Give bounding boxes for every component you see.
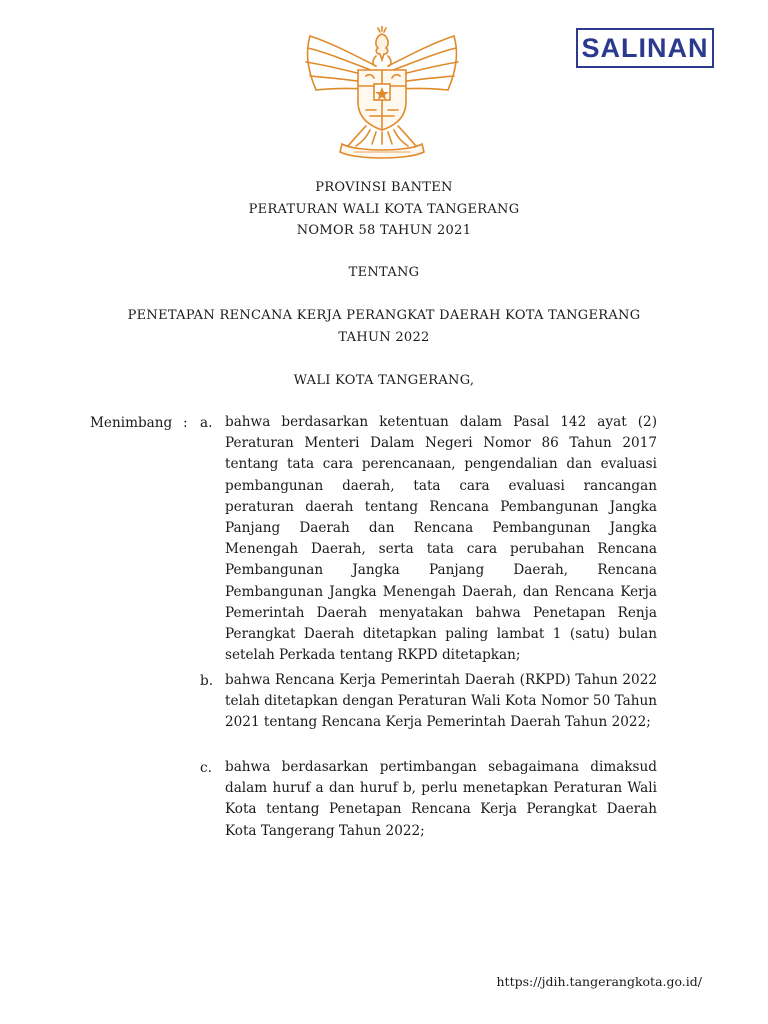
province-heading: PROVINSI BANTEN bbox=[315, 180, 453, 195]
considering-label: Menimbang bbox=[90, 415, 173, 431]
regulation-title-line1: PENETAPAN RENCANA KERJA PERANGKAT DAERAH KOTA TANGERANG bbox=[127, 308, 641, 323]
item-letter-a: a. bbox=[200, 415, 213, 431]
item-letter-b: b. bbox=[200, 673, 214, 689]
regulation-title-line2: TAHUN 2022 bbox=[338, 330, 430, 345]
salinan-stamp: SALINAN bbox=[576, 28, 714, 68]
official-title: WALI KOTA TANGERANG, bbox=[293, 373, 475, 388]
footer-source-link[interactable]: https://jdih.tangerangkota.go.id/ bbox=[496, 974, 702, 989]
considering-item-c: bahwa berdasarkan pertimbangan sebagaimana dimaksud dalam huruf a dan huruf b, perlu menetapkan Peraturan Wali Kota tentang Penetapan Rencana Kerja Perangkat Daerah Kota Tangerang Tahun 2022; bbox=[225, 759, 657, 839]
regulation-heading: PERATURAN WALI KOTA TANGERANG bbox=[248, 202, 520, 217]
garuda-emblem-icon bbox=[296, 26, 468, 160]
regulation-number: NOMOR 58 TAHUN 2021 bbox=[296, 223, 472, 238]
item-letter-c: c. bbox=[200, 760, 212, 776]
considering-item-a: bahwa berdasarkan ketentuan dalam Pasal 142 ayat (2) Peraturan Menteri Dalam Negeri Nomor 86 Tahun 2017 tentang tata cara perencanaan, pengendalian dan evaluasi pembangunan daerah, tata cara evaluasi rancangan peraturan daerah tentang Rencana Pembangunan Jangka Panjang Daerah dan Rencana Pembangunan Jangka Menengah Daerah, serta tata cara perubahan Rencana Pembangunan Jangka Panjang Daerah, Rencana Pembangunan Jangka Menengah Daerah, dan Rencana Kerja Pemerintah Daerah menyatakan bahwa Penetapan Renja Perangkat Daerah ditetapkan paling lambat 1 (satu) bulan setelah Perkada tentang RKPD ditetapkan; bbox=[225, 414, 657, 664]
about-heading: TENTANG bbox=[348, 265, 420, 280]
considering-colon: : bbox=[183, 415, 188, 431]
considering-item-b: bahwa Rencana Kerja Pemerintah Daerah (RKPD) Tahun 2022 telah ditetapkan dengan Peraturan Wali Kota Nomor 50 Tahun 2021 tentang Rencana Kerja Pemerintah Daerah Tahun 2022; bbox=[225, 672, 657, 731]
